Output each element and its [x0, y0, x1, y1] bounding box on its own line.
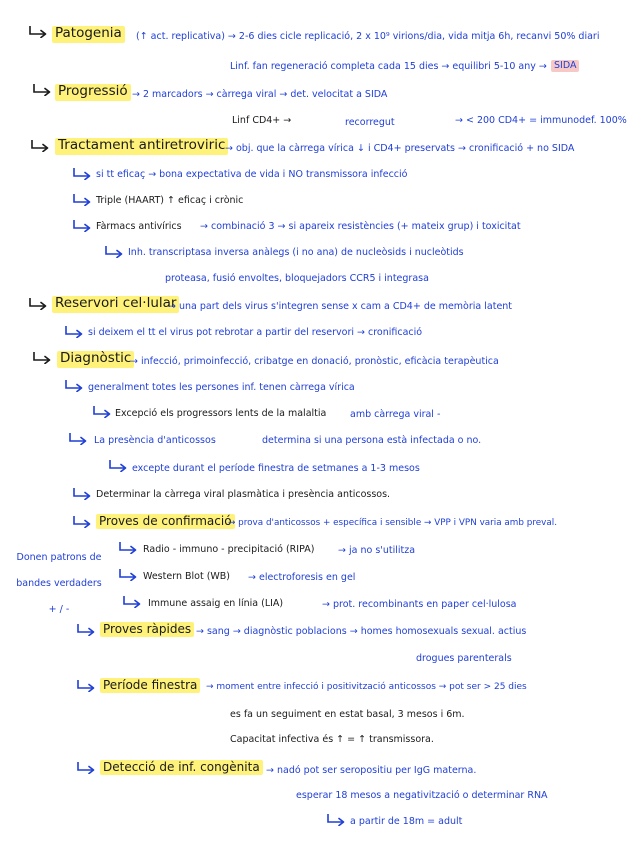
- diagnostic-b-b: amb càrrega viral -: [350, 409, 441, 420]
- patogenia-line2: Linf. fan regeneració completa cada 15 dies → equilibri 5-10 any →: [230, 61, 547, 72]
- deteccio-line3: a partir de 18m = adult: [350, 816, 463, 827]
- diagnostic-a: generalment totes les persones inf. tenen càrrega vírica: [88, 382, 355, 393]
- hook-arrow-icon: [28, 26, 48, 38]
- tractament-e: proteasa, fusió envoltes, bloquejadors CCR5 i integrasa: [165, 273, 429, 284]
- tractament-d: Inh. transcriptasa inversa anàlegs (i no ana) de nucleòsids i nucleòtids: [128, 247, 464, 258]
- reservori-desc: → una part dels virus s'integren sense x cam a CD4+ de memòria latent: [168, 301, 513, 312]
- hook-arrow-icon: [32, 352, 52, 364]
- hook-arrow-icon: [68, 433, 88, 445]
- hook-arrow-icon: [108, 460, 128, 472]
- progressio-line2-b: recorregut: [345, 117, 395, 128]
- diagnostic-b-a: Excepció els progressors lents de la malaltia: [115, 408, 327, 419]
- progressio-line2-a: Linf CD4+ →: [232, 115, 292, 126]
- side-note: Donen patrons de bandes verdaders + / -: [16, 552, 102, 615]
- diagnostic-c-b: determina si una persona està infectada o no.: [262, 435, 482, 446]
- hook-arrow-icon: [118, 542, 138, 554]
- diagnostic-c-a: La presència d'anticossos: [94, 435, 216, 446]
- tractament-c-b: → combinació 3 → si apareix resistències (+ mateix grup) i toxicitat: [200, 221, 521, 232]
- diagnostic-e: Determinar la càrrega viral plasmàtica i presència anticossos.: [96, 489, 391, 500]
- diagnostic-desc: → infecció, primoinfecció, cribatge en donació, pronòstic, eficàcia terapèutica: [130, 356, 499, 367]
- hook-arrow-icon: [76, 762, 96, 774]
- hook-arrow-icon: [72, 488, 92, 500]
- hook-arrow-icon: [64, 326, 84, 338]
- hook-arrow-icon: [104, 246, 124, 258]
- hook-arrow-icon: [326, 814, 346, 826]
- patogenia-desc: (↑ act. replicativa) → 2-6 dies cicle replicació, 2 x 10⁹ virions/dia, vida mitja 6h, recanvi 50% diari: [136, 31, 600, 42]
- heading-progressio: Progressió: [55, 84, 131, 101]
- hook-arrow-icon: [72, 516, 92, 528]
- hook-arrow-icon: [92, 406, 112, 418]
- tractament-b: Triple (HAART) ↑ eficaç i crònic: [96, 195, 244, 206]
- hook-arrow-icon: [76, 680, 96, 692]
- deteccio-line2: esperar 18 mesos a negativització o determinar RNA: [296, 790, 548, 801]
- proves-confirmacio-desc: → prova d'anticossos + específica i sensible → VPP i VPN varia amb preval.: [228, 518, 558, 528]
- wb-b: → electroforesis en gel: [248, 572, 356, 583]
- wb-a: Western Blot (WB): [143, 571, 231, 582]
- reservori-line2: si deixem el tt el virus pot rebrotar a partir del reservori → cronificació: [88, 327, 423, 338]
- diagnostic-d: excepte durant el període finestra de setmanes a 1-3 mesos: [132, 463, 420, 474]
- hook-arrow-icon: [72, 220, 92, 232]
- hook-arrow-icon: [28, 298, 48, 310]
- hook-arrow-icon: [32, 84, 52, 96]
- heading-proves-rapides: Proves ràpides: [100, 622, 194, 637]
- tractament-c-a: Fàrmacs antivírics: [96, 221, 182, 232]
- deteccio-desc: → nadó pot ser seropositiu per IgG materna.: [266, 765, 477, 776]
- tractament-a: si tt eficaç → bona expectativa de vida i NO transmissora infecció: [96, 169, 408, 180]
- heading-deteccio: Detecció de inf. congènita: [100, 760, 263, 775]
- ripa-a: Radio - immuno - precipitació (RIPA): [143, 544, 315, 555]
- proves-rapides-line2: drogues parenterals: [416, 653, 512, 664]
- tractament-desc: → obj. que la càrrega vírica ↓ i CD4+ preservats → cronificació + no SIDA: [225, 143, 575, 154]
- hook-arrow-icon: [118, 569, 138, 581]
- lia-b: → prot. recombinants en paper cel·lulosa: [322, 599, 517, 610]
- lia-a: Immune assaig en línia (LIA): [148, 598, 284, 609]
- hook-arrow-icon: [72, 168, 92, 180]
- sida-badge: SIDA: [551, 60, 579, 72]
- heading-proves-confirmacio: Proves de confirmació: [96, 514, 235, 529]
- hook-arrow-icon: [122, 596, 142, 608]
- heading-patogenia: Patogenia: [52, 26, 125, 43]
- progressio-desc: → 2 marcadors → càrrega viral → det. velocitat a SIDA: [132, 89, 388, 100]
- heading-diagnostic: Diagnòstic: [57, 351, 134, 368]
- progressio-line2-c: → < 200 CD4+ = immunodef. 100%: [455, 115, 627, 126]
- hook-arrow-icon: [76, 624, 96, 636]
- periode-line2: es fa un seguiment en estat basal, 3 mesos i 6m.: [230, 709, 465, 720]
- proves-rapides-desc: → sang → diagnòstic poblacions → homes homosexuals sexual. actius: [196, 626, 527, 637]
- hook-arrow-icon: [64, 380, 84, 392]
- heading-reservori: Reservori cel·lular: [52, 296, 179, 313]
- ripa-b: → ja no s'utilitza: [338, 545, 416, 556]
- periode-finestra-desc: → moment entre infecció i positivització anticossos → pot ser > 25 dies: [206, 682, 527, 692]
- hook-arrow-icon: [30, 140, 50, 152]
- heading-tractament: Tractament antiretroviric: [55, 138, 228, 155]
- periode-line3: Capacitat infectiva és ↑ = ↑ transmissora.: [230, 734, 434, 745]
- heading-periode-finestra: Període finestra: [100, 678, 200, 693]
- hook-arrow-icon: [72, 194, 92, 206]
